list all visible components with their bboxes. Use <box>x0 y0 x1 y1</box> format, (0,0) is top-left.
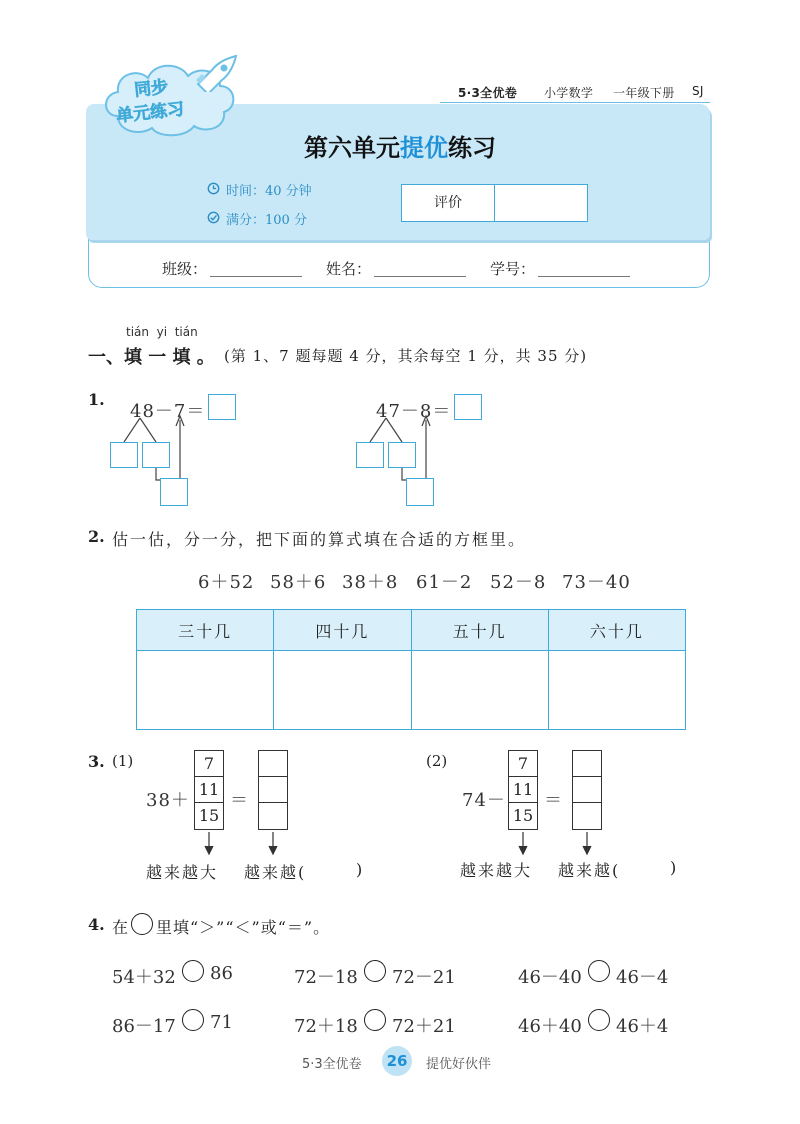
q3-part1-value: 15 <box>198 806 220 825</box>
page-number-badge <box>382 1046 412 1076</box>
rocket-icon <box>190 52 240 92</box>
q3-part2-answer-prefix: 越来越( <box>558 861 621 880</box>
q2-header-40s: 四十几 <box>274 610 411 651</box>
clock-icon <box>207 182 220 195</box>
q1-split-box-2a[interactable] <box>356 442 384 468</box>
q4-text-post: 里填“＞”“＜”或“＝”。 <box>156 918 331 937</box>
q2-expr-6: 73－40 <box>562 572 631 593</box>
score-label: 满分：100 分 <box>226 213 307 228</box>
q3-part2-answer[interactable] <box>573 751 601 777</box>
check-icon <box>207 211 220 224</box>
q3-part2-value: 7 <box>509 751 537 777</box>
q4-right-expr: 46－4 <box>616 967 669 988</box>
q4-right-expr: 72＋21 <box>392 1016 456 1037</box>
q3-part1-answer-column <box>258 750 288 830</box>
q4-compare-circle[interactable] <box>182 1009 204 1031</box>
series-label: 5·3全优卷 <box>458 86 518 100</box>
subject-label: 小学数学 <box>544 86 594 100</box>
q4-number: 4. <box>88 915 105 934</box>
q3-part1-label: (1) <box>112 752 134 770</box>
grade-label: 一年级下册 <box>613 86 675 100</box>
class-field[interactable] <box>210 262 302 277</box>
q2-expr-2: 58＋6 <box>270 572 327 593</box>
q4-left-expr: 54＋32 <box>112 967 176 988</box>
q1-expr-1: 48－7＝ <box>130 401 206 422</box>
q3-part1-arrows <box>190 830 290 858</box>
q1-answer-box-2[interactable] <box>454 394 482 420</box>
q4-right-expr: 71 <box>210 1012 233 1033</box>
q3-part2-equals: ＝ <box>544 790 563 811</box>
q3-part2-answer-blank[interactable] <box>632 856 668 878</box>
section1-note: (第 1、7 题每题 4 分，其余每空 1 分，共 35 分) <box>224 347 588 365</box>
q3-part2-column <box>508 750 538 830</box>
q1-number: 1. <box>88 390 105 409</box>
q3-part1-answer[interactable] <box>259 751 287 777</box>
q3-number: 3. <box>88 752 105 771</box>
time-label: 时间：40 分钟 <box>226 184 312 199</box>
q1-split-box-2b[interactable] <box>388 442 416 468</box>
q2-header-30s: 三十几 <box>137 610 274 651</box>
q3-part1-base: 38＋ <box>146 790 190 811</box>
q4-right-expr: 46＋4 <box>616 1016 669 1037</box>
q2-expr-1: 6＋52 <box>198 572 255 593</box>
q3-part2-answer-suffix: ) <box>670 858 677 877</box>
q4-left-expr: 72－18 <box>294 967 358 988</box>
q2-header-50s: 五十几 <box>411 610 548 651</box>
q1-answer-box-1[interactable] <box>208 394 236 420</box>
q3-part2-value: 15 <box>512 806 534 825</box>
title-post: 练习 <box>448 134 496 162</box>
q4-right-expr: 72－21 <box>392 967 456 988</box>
q3-part2-answer-column <box>572 750 602 830</box>
q4-text-pre: 在 <box>112 918 129 937</box>
q3-part1-answer[interactable] <box>259 803 287 829</box>
q2-expr-5: 52－8 <box>490 572 547 593</box>
edition-label: SJ <box>692 84 704 98</box>
page-title <box>0 128 800 163</box>
q4-left-expr: 72＋18 <box>294 1016 358 1037</box>
q2-header-60s: 六十几 <box>548 610 685 651</box>
q4-compare-circle[interactable] <box>588 960 610 982</box>
q3-part1-answer-suffix: ) <box>356 860 363 879</box>
q1-split-box-1b[interactable] <box>142 442 170 468</box>
q3-part2-label: (2) <box>426 752 448 770</box>
q2-expr-4: 61－2 <box>416 572 473 593</box>
q4-compare-circle[interactable] <box>364 1009 386 1031</box>
q3-part1-equals: ＝ <box>230 790 249 811</box>
q3-part1-answer[interactable] <box>259 777 287 803</box>
name-label: 姓名： <box>326 260 372 278</box>
q3-part2-answer[interactable] <box>573 777 601 803</box>
section1-pinyin: tián yi tián <box>126 325 198 339</box>
header-rule <box>440 102 710 103</box>
q1-middle-box-1[interactable] <box>160 478 188 506</box>
name-field[interactable] <box>374 262 466 277</box>
q2-number: 2. <box>88 527 105 546</box>
q4-left-expr: 46＋40 <box>518 1016 582 1037</box>
q3-part1-answer-blank[interactable] <box>318 858 354 880</box>
q4-right-expr: 86 <box>210 963 233 984</box>
q1-split-box-1a[interactable] <box>110 442 138 468</box>
q2-cell-50s[interactable] <box>411 651 548 730</box>
title-pre: 第六单元 <box>304 134 400 162</box>
q3-part1-answer-prefix: 越来越( <box>244 863 307 882</box>
q3-part2-base: 74－ <box>462 790 506 811</box>
class-label: 班级： <box>162 260 208 278</box>
id-field[interactable] <box>538 262 630 277</box>
footer-slogan: 提优好伙伴 <box>426 1057 492 1072</box>
q4-left-expr: 86－17 <box>112 1016 176 1037</box>
q3-part2-answer[interactable] <box>573 803 601 829</box>
page-number: 26 <box>386 1052 408 1070</box>
section1-title: 一、填 一 填 。 <box>88 347 215 368</box>
q2-cell-60s[interactable] <box>548 651 685 730</box>
evaluation-field[interactable] <box>495 185 587 221</box>
q2-cell-30s[interactable] <box>137 651 274 730</box>
q3-part1-column <box>194 750 224 830</box>
q2-cell-40s[interactable] <box>274 651 411 730</box>
q4-left-expr: 46－40 <box>518 967 582 988</box>
q3-part2-value: 11 <box>509 777 537 803</box>
q1-middle-box-2[interactable] <box>406 478 434 506</box>
id-label: 学号： <box>490 260 536 278</box>
q2-text: 估一估，分一分，把下面的算式填在合适的方框里。 <box>112 530 527 549</box>
badge-line1: 同步 <box>133 77 170 101</box>
q3-part2-arrows <box>504 830 604 858</box>
q2-expr-3: 38＋8 <box>342 572 399 593</box>
evaluation-label: 评价 <box>402 185 495 221</box>
evaluation-box <box>401 184 588 222</box>
q3-part1-value: 7 <box>195 751 223 777</box>
q3-part1-value: 11 <box>195 777 223 803</box>
q3-part2-bigger: 越来越大 <box>460 861 533 880</box>
q4-compare-circle[interactable] <box>588 1009 610 1031</box>
q1-expr-2: 47－8＝ <box>376 401 452 422</box>
q4-circle-icon <box>131 913 153 935</box>
footer-series: 5·3全优卷 <box>302 1057 362 1072</box>
q4-compare-circle[interactable] <box>182 960 204 982</box>
badge-line2: 单元练习 <box>115 99 186 127</box>
q3-part1-bigger: 越来越大 <box>146 863 219 882</box>
title-highlight: 提优 <box>400 134 448 162</box>
q2-classify-table <box>136 609 686 730</box>
q4-compare-circle[interactable] <box>364 960 386 982</box>
